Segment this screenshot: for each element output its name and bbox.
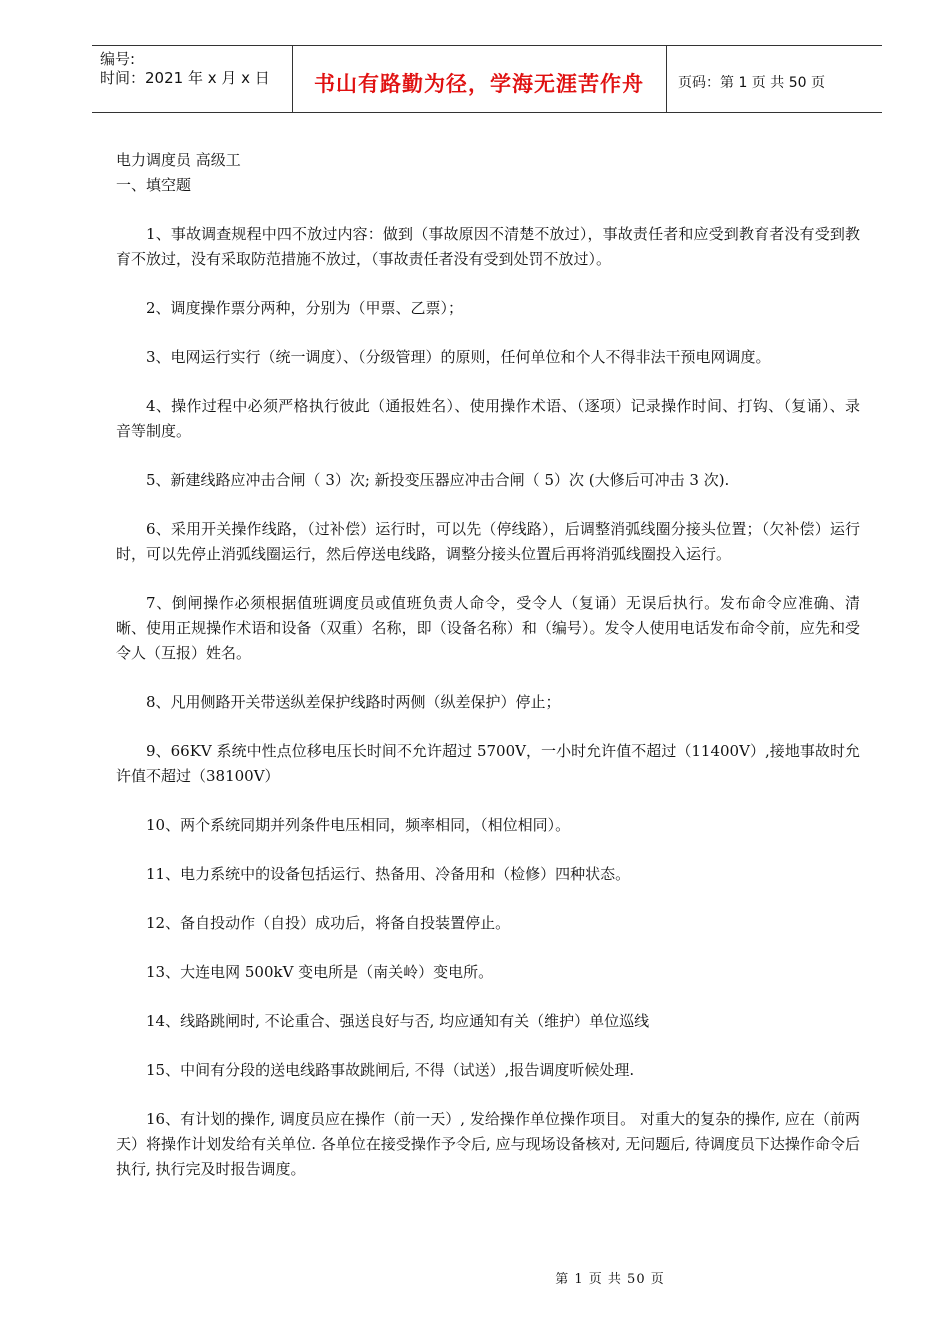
question-item: 12、备自投动作（自投）成功后，将备自投装置停止。 — [146, 914, 511, 932]
page-footer: 第 1 页 共 50 页 — [555, 1272, 665, 1287]
question-item: 14、线路跳闸时, 不论重合、强送良好与否, 均应通知有关（维护）单位巡线 — [146, 1012, 650, 1030]
header-motto: 书山有路勤为径，学海无涯苦作舟 — [314, 72, 644, 96]
section-heading: 一、填空题 — [116, 176, 192, 194]
page-header — [92, 45, 882, 113]
question-item: 5、新建线路应冲击合闸（ 3）次; 新投变压器应冲击合闸（ 5）次 (大修后可冲击 3 次). — [146, 471, 730, 489]
question-item: 2、调度操作票分两种，分别为（甲票、乙票）； — [146, 299, 464, 317]
header-page-info: 页码：第 1 页 共 50 页 — [678, 75, 825, 91]
question-item: 8、凡用侧路开关带送纵差保护线路时两侧（纵差保护）停止； — [146, 693, 561, 711]
question-item: 10、两个系统同期并列条件电压相同，频率相同，（相位相同）。 — [146, 816, 571, 834]
question-item: 3、电网运行实行（统一调度）、（分级管理）的原则，任何单位和个人不得非法干预电网调度。 — [146, 348, 771, 366]
header-divider — [666, 46, 667, 112]
question-item: 13、大连电网 500kV 变电所是（南关岭）变电所。 — [146, 963, 494, 981]
document-title: 电力调度员 高级工 — [116, 151, 241, 169]
question-item: 6、采用开关操作线路，（过补偿）运行时，可以先（停线路），后调整消弧线圈分接头位置；（欠补偿）运行时，可以先停止消弧线圈运行，然后停送电线路，调整分接头位置后再将消弧线圈投入运行。 — [116, 520, 860, 563]
time-label: 时间：2021 年 x 月 x 日 — [100, 69, 270, 87]
question-item: 11、电力系统中的设备包括运行、热备用、冷备用和（检修）四种状态。 — [146, 865, 631, 883]
question-item: 1、事故调查规程中四不放过内容：做到（事故原因不清楚不放过），事故责任者和应受到教育者没有受到教育不放过，没有采取防范措施不放过，（事故责任者没有受到处罚不放过）。 — [116, 225, 860, 268]
question-item: 16、有计划的操作, 调度员应在操作（前一天）, 发给操作单位操作项目。 对重大的复杂的操作, 应在（前两天）将操作计划发给有关单位. 各单位在接受操作予令后, 应与现场设备核对, 无问题后, 待调度员下达操作命令后执行, 执行完及时报告调度。 — [116, 1110, 860, 1178]
question-item: 9、66KV 系统中性点位移电压长时间不允许超过 5700V，一小时允许值不超过（11400V）,接地事故时允许值不超过（38100V） — [116, 742, 860, 785]
header-meta — [100, 50, 280, 88]
question-item: 15、中间有分段的送电线路事故跳闸后, 不得（试送）,报告调度听候处理. — [146, 1061, 635, 1079]
document-body — [116, 148, 860, 1206]
question-item: 7、倒闸操作必须根据值班调度员或值班负责人命令，受令人（复诵）无误后执行。发布命令应准确、清晰、使用正规操作术语和设备（双重）名称，即（设备名称）和（编号）。发令人使用电话发布命令前，应先和受令人（互报）姓名。 — [116, 594, 860, 662]
question-item: 4、操作过程中必须严格执行彼此（通报姓名）、使用操作术语、（逐项）记录操作时间、打钩、（复诵）、录音等制度。 — [116, 397, 860, 440]
number-label: 编号: — [100, 50, 136, 68]
